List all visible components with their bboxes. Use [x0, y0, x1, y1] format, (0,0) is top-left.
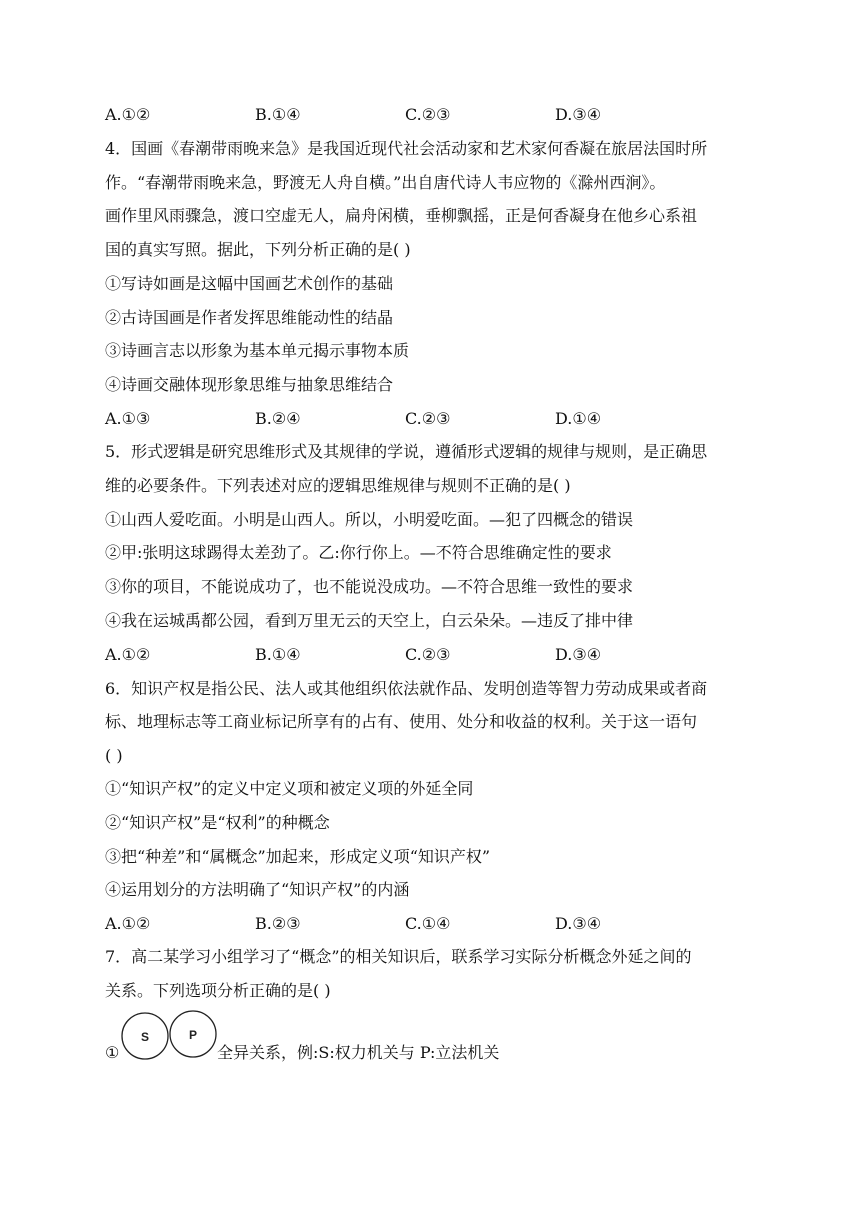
q4-item-1: ①写诗如画是这幅中国画艺术创作的基础	[105, 274, 394, 293]
q5-item-2: ②甲:张明这球踢得太差劲了。乙:你行你上。—不符合思维确定性的要求	[105, 543, 612, 562]
q3-option-c: C.②③	[405, 105, 451, 124]
q5-option-c: C.②③	[405, 645, 451, 664]
q4-stem-line: 画作里风雨骤急，渡口空虚无人，扁舟闲横，垂柳飘摇，正是何香凝身在他乡心系祖	[105, 206, 698, 225]
q4-item-3: ③诗画言志以形象为基本单元揭示事物本质	[105, 341, 410, 360]
q4-stem-line: 作。“春潮带雨晚来急，野渡无人舟自横。”出自唐代诗人韦应物的《滁州西涧》。	[105, 173, 666, 192]
q5-option-b: B.①④	[255, 645, 301, 664]
venn-diagram	[121, 1009, 219, 1069]
q5-option-d: D.③④	[555, 645, 602, 664]
q4-stem-line: 国的真实写照。据此，下列分析正确的是( )	[105, 240, 411, 259]
q4-option-c: C.②③	[405, 409, 451, 428]
q3-option-b: B.①④	[255, 105, 301, 124]
q3-option-a: A.①②	[105, 105, 151, 124]
q6-item-4: ④运用划分的方法明确了“知识产权”的内涵	[105, 880, 410, 899]
q6-item-1: ①“知识产权”的定义中定义项和被定义项的外延全同	[105, 779, 474, 798]
circle-p-label: P	[188, 1028, 198, 1042]
q6-item-2: ②“知识产权”是“权利”的种概念	[105, 813, 330, 832]
q4-item-4: ④诗画交融体现形象思维与抽象思维结合	[105, 375, 394, 394]
q6-option-d: D.③④	[555, 914, 602, 933]
q4-option-a: A.①③	[105, 409, 151, 428]
q4-option-b: B.②④	[255, 409, 301, 428]
q4-stem-line: 4．国画《春潮带雨晚来急》是我国近现代社会活动家和艺术家何香凝在旅居法国时所	[105, 139, 708, 158]
q5-item-4: ④我在运城禹都公园，看到万里无云的天空上，白云朵朵。—违反了排中律	[105, 611, 634, 630]
q6-option-a: A.①②	[105, 914, 151, 933]
q7-stem-line: 7．高二某学习小组学习了“概念”的相关知识后，联系学习实际分析概念外延之间的	[105, 947, 692, 966]
q4-option-d: D.①④	[555, 409, 602, 428]
q6-item-3: ③把“种差”和“属概念”加起来，形成定义项“知识产权”	[105, 847, 491, 866]
q5-stem-line: 5．形式逻辑是研究思维形式及其规律的学说，遵循形式逻辑的规律与规则，是正确思	[105, 442, 708, 461]
q5-stem-line: 维的必要条件。下列表述对应的逻辑思维规律与规则不正确的是( )	[105, 476, 571, 495]
q6-stem-line: 6．知识产权是指公民、法人或其他组织依法就作品、发明创造等智力劳动成果或者商	[105, 679, 708, 698]
q6-option-b: B.②③	[255, 914, 301, 933]
q5-item-3: ③你的项目，不能说成功了，也不能说没成功。—不符合思维一致性的要求	[105, 577, 634, 596]
q5-option-a: A.①②	[105, 645, 151, 664]
circle-s-label: S	[140, 1030, 150, 1044]
q6-stem-line: 标、地理标志等工商业标记所享有的占有、使用、处分和收益的权利。关于这一语句	[105, 712, 698, 731]
q7-item-1	[105, 1009, 765, 1079]
q5-item-1: ①山西人爱吃面。小明是山西人。所以，小明爱吃面。—犯了四概念的错误	[105, 510, 634, 529]
q7-item-1-number: ①	[105, 1043, 120, 1062]
q3-option-d: D.③④	[555, 105, 602, 124]
q6-option-c: C.①④	[405, 914, 451, 933]
q7-item-1-text: 全异关系，例:S:权力机关与 P:立法机关	[217, 1043, 500, 1062]
q6-stem-line: ( )	[105, 746, 123, 765]
q4-item-2: ②古诗国画是作者发挥思维能动性的结晶	[105, 308, 394, 327]
q7-stem-line: 关系。下列选项分析正确的是( )	[105, 981, 331, 1000]
